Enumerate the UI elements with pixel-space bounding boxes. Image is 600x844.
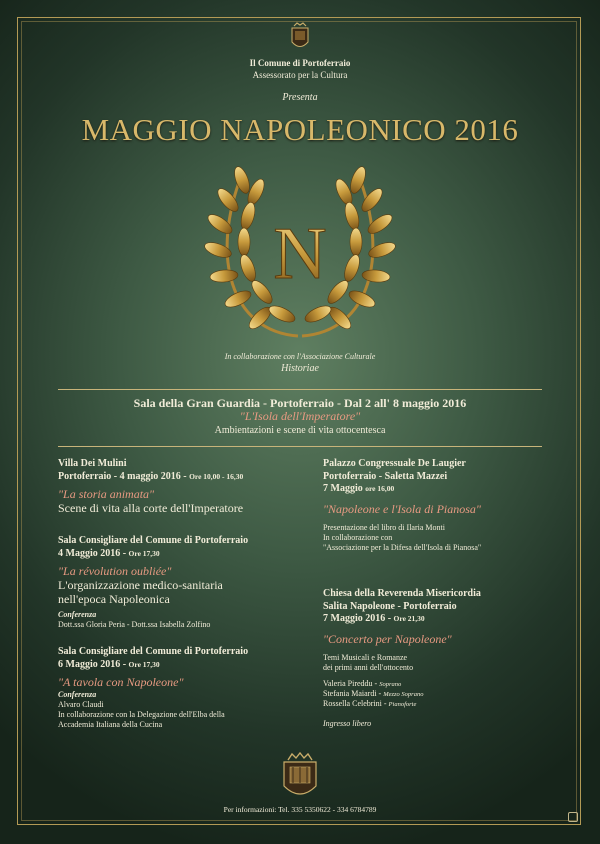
event-venue-line1: Chiesa della Reverenda Misericordia bbox=[323, 588, 481, 599]
contact-info: Per informazioni: Tel. 335 5350622 - 334 6784789 bbox=[223, 805, 377, 814]
main-event-description: Ambientazioni e scene di vita ottocentesca bbox=[214, 425, 386, 436]
performer-role: Mezzo Soprano bbox=[383, 690, 424, 698]
presenta-label: Presenta bbox=[282, 92, 318, 103]
event-collab-line2: Accademia Italiana della Cucina bbox=[58, 720, 163, 729]
event-speakers: Dott.ssa Gloria Peria - Dott.ssa Isabella Zolfino bbox=[58, 619, 211, 629]
event-title: "A tavola con Napoleone" bbox=[58, 675, 184, 689]
performer-name: Stefania Maiardi - bbox=[323, 688, 384, 698]
ingresso-libero: Ingresso libero bbox=[323, 718, 372, 728]
divider-bottom bbox=[58, 446, 542, 447]
event-time: ore 16,00 bbox=[365, 484, 395, 493]
printer-logo-icon bbox=[568, 812, 578, 822]
event-time: Ore 17,30 bbox=[128, 548, 160, 558]
main-event-line: Sala della Gran Guardia - Portoferraio - Dal 2 all' 8 maggio 2016 bbox=[133, 396, 467, 410]
collaboration-note: In collaborazione con l'Associazione Culturale bbox=[224, 352, 376, 361]
event-date: 6 Maggio 2016 - bbox=[58, 658, 129, 670]
event-type: Conferenza bbox=[58, 609, 97, 619]
performer-name: Rossella Celebrini - bbox=[323, 698, 389, 708]
event-description: Scene di vita alla corte dell'Imperatore bbox=[58, 501, 244, 515]
event-concerto bbox=[323, 588, 553, 729]
event-venue: Villa Dei Mulini bbox=[58, 458, 127, 469]
page-title: MAGGIO NAPOLEONICO 2016 bbox=[81, 112, 519, 147]
event-collab-line1: In collaborazione con la Delegazione dell'Elba della bbox=[58, 710, 225, 719]
event-time: Ore 10,00 - 16,30 bbox=[189, 471, 244, 481]
comune-coat-of-arms-icon bbox=[278, 752, 322, 802]
event-title: "La storia animata" bbox=[58, 487, 155, 501]
event-venue-line1: Palazzo Congressuale De Laugier bbox=[323, 458, 466, 469]
event-description-line2: In collaborazione con bbox=[323, 532, 393, 542]
event-description-line2: nell'epoca Napoleonica bbox=[58, 591, 170, 606]
event-revolution-oubliee bbox=[58, 535, 318, 630]
event-description-line2: dei primi anni dell'ottocento bbox=[323, 662, 414, 672]
event-venue-line2: Salita Napoleone - Portoferraio bbox=[323, 600, 457, 612]
event-venue: Sala Consigliare del Comune di Portoferraio bbox=[58, 535, 249, 546]
comune-crest-icon bbox=[288, 22, 312, 52]
event-date: 4 Maggio 2016 - bbox=[58, 547, 129, 559]
event-tavola-napoleone bbox=[58, 646, 318, 730]
event-title: "Concerto per Napoleone" bbox=[323, 631, 452, 646]
divider-top bbox=[58, 389, 542, 390]
performer-name: Valeria Pireddu - bbox=[323, 678, 380, 688]
event-venue: Sala Consigliare del Comune di Portoferraio bbox=[58, 646, 249, 657]
event-description-line1: Presentazione del libro di Ilaria Monti bbox=[323, 522, 445, 532]
event-villa-mulini bbox=[58, 458, 318, 516]
event-time: Ore 17,30 bbox=[128, 659, 160, 669]
event-date: Portoferraio - 4 maggio 2016 - bbox=[58, 470, 190, 482]
event-description-line1: Temi Musicali e Romanze bbox=[323, 652, 408, 662]
event-venue-line2: Portoferraio - Saletta Mazzei bbox=[323, 470, 448, 482]
emblem-letter: N bbox=[273, 213, 327, 295]
event-pianosa bbox=[323, 458, 553, 553]
event-description-line1: L'organizzazione medico-sanitaria bbox=[58, 578, 223, 592]
event-type: Conferenza bbox=[58, 690, 97, 699]
event-title: "Napoleone e l'Isola di Pianosa" bbox=[323, 501, 481, 516]
performer-row bbox=[323, 699, 553, 709]
main-event-subtitle: "L'Isola dell'Imperatore" bbox=[239, 409, 361, 423]
performer-row bbox=[323, 679, 553, 689]
event-speaker: Alvaro Claudi bbox=[58, 700, 104, 709]
event-date: 7 Maggio 2016 - bbox=[323, 613, 394, 624]
association-name: Historiae bbox=[281, 363, 319, 374]
event-title: "La révolution oubliée" bbox=[58, 564, 172, 578]
assessorato: Assessorato per la Cultura bbox=[252, 70, 348, 80]
event-time: Ore 21,30 bbox=[393, 614, 425, 623]
laurel-wreath-icon bbox=[190, 156, 410, 356]
comune-name: Il Comune di Portoferraio bbox=[249, 58, 351, 68]
performer-row bbox=[323, 689, 553, 699]
performer-role: Pianoforte bbox=[388, 700, 417, 708]
performer-role: Soprano bbox=[379, 680, 402, 688]
event-description-line3: "Associazione per la Difesa dell'Isola di Pianosa" bbox=[323, 542, 482, 552]
event-date: 7 Maggio bbox=[323, 483, 366, 494]
